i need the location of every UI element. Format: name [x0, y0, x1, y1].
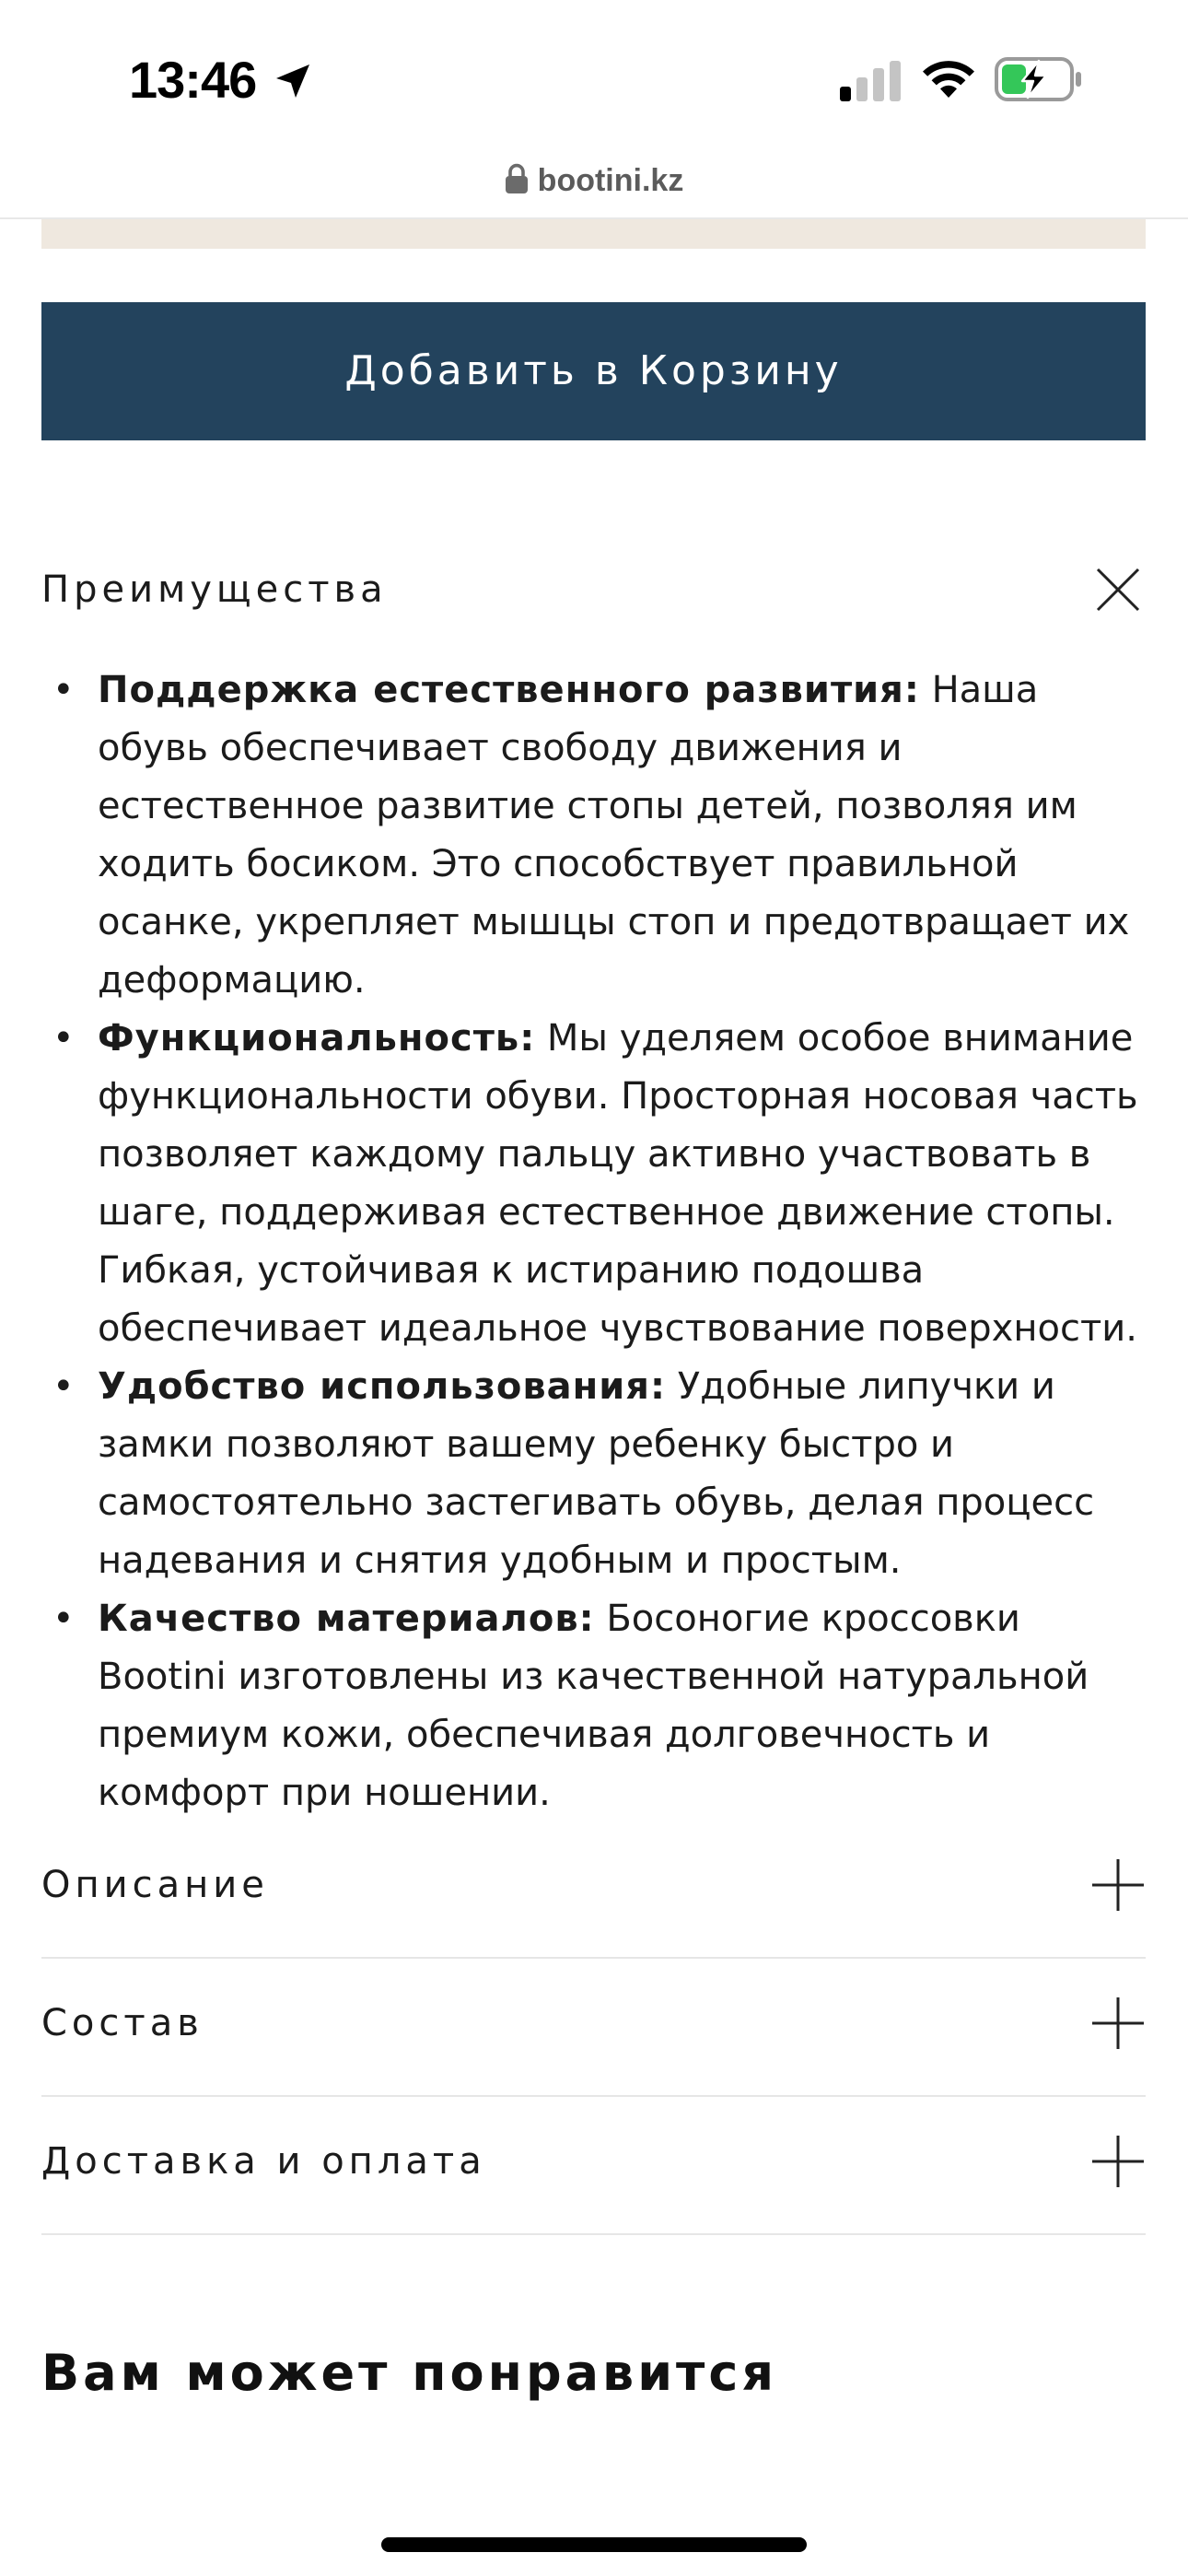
browser-address-bar[interactable] [0, 147, 1188, 219]
bullet-icon: • [52, 1598, 75, 1640]
plus-icon[interactable] [1090, 2134, 1146, 2189]
accordion-description-title: Описание [41, 1864, 269, 1906]
status-time: 13:46 [129, 51, 257, 109]
benefit-text: Мы уделяем особое внимание функциональности обуви. Просторная носовая часть позволяет каждому пальцу активно участвовать в шаге, поддерживая естественное движение стопы. Гибкая, устойчивая к истиранию подошва обеспечивает идеальное чувствование поверхности. [98, 1017, 1138, 1350]
benefit-title: Функциональность: [98, 1017, 536, 1060]
cellular-signal-icon [840, 61, 903, 101]
list-item [41, 1358, 1156, 1590]
accordion-benefits-header[interactable] [41, 534, 1146, 645]
info-banner-bottom [41, 219, 1146, 249]
plus-icon[interactable] [1090, 1996, 1146, 2051]
plus-icon[interactable] [1090, 1857, 1146, 1913]
address-container [0, 160, 1188, 201]
list-item [41, 1010, 1156, 1358]
accordion-composition-header[interactable] [41, 1968, 1146, 2078]
benefits-list [41, 662, 1156, 1822]
url-text: bootini.kz [537, 163, 684, 198]
benefit-title: Поддержка естественного развития: [98, 669, 920, 711]
benefit-title: Качество материалов: [98, 1598, 595, 1640]
wifi-icon [919, 57, 978, 101]
bullet-icon: • [52, 669, 75, 711]
benefit-text: Удобные липучки и замки позволяют вашему ребенку быстро и самостоятельно застегивать обувь, делая процесс надевания и снятия удобным и простым. [98, 1365, 1095, 1582]
accordion-delivery-title: Доставка и оплата [41, 2140, 486, 2183]
home-indicator[interactable] [381, 2537, 807, 2552]
battery-charging-icon [995, 57, 1083, 101]
benefit-text: Босоногие кроссовки Bootini изготовлены из качественной натуральной премиум кожи, обеспечивая долговечность и комфорт при ношении. [98, 1598, 1089, 1814]
accordion-description-header[interactable] [41, 1830, 1146, 1940]
benefit-text: Наша обувь обеспечивает свободу движения и естественное развитие стопы детей, позволяя им ходить босиком. Это способствует правильной осанке, укрепляет мышцы стоп и предотвращает их деформацию. [98, 669, 1130, 1001]
benefit-title: Удобство использования: [98, 1365, 666, 1408]
add-to-cart-button[interactable]: Добавить в Корзину [41, 302, 1146, 440]
close-icon[interactable] [1090, 562, 1146, 617]
bullet-icon: • [52, 1365, 75, 1408]
accordion-benefits-title: Преимущества [41, 568, 388, 611]
location-arrow-icon [271, 59, 315, 103]
divider [41, 2233, 1146, 2235]
bullet-icon: • [52, 1017, 75, 1060]
lock-icon [505, 163, 529, 194]
accordion-composition-title: Состав [41, 2002, 204, 2044]
accordion-delivery-header[interactable] [41, 2106, 1146, 2217]
divider [41, 1957, 1146, 1959]
status-bar [0, 0, 1188, 147]
list-item [41, 1590, 1156, 1822]
related-products-heading: Вам может понравится [41, 2344, 778, 2402]
divider [41, 2095, 1146, 2097]
list-item [41, 662, 1156, 1010]
